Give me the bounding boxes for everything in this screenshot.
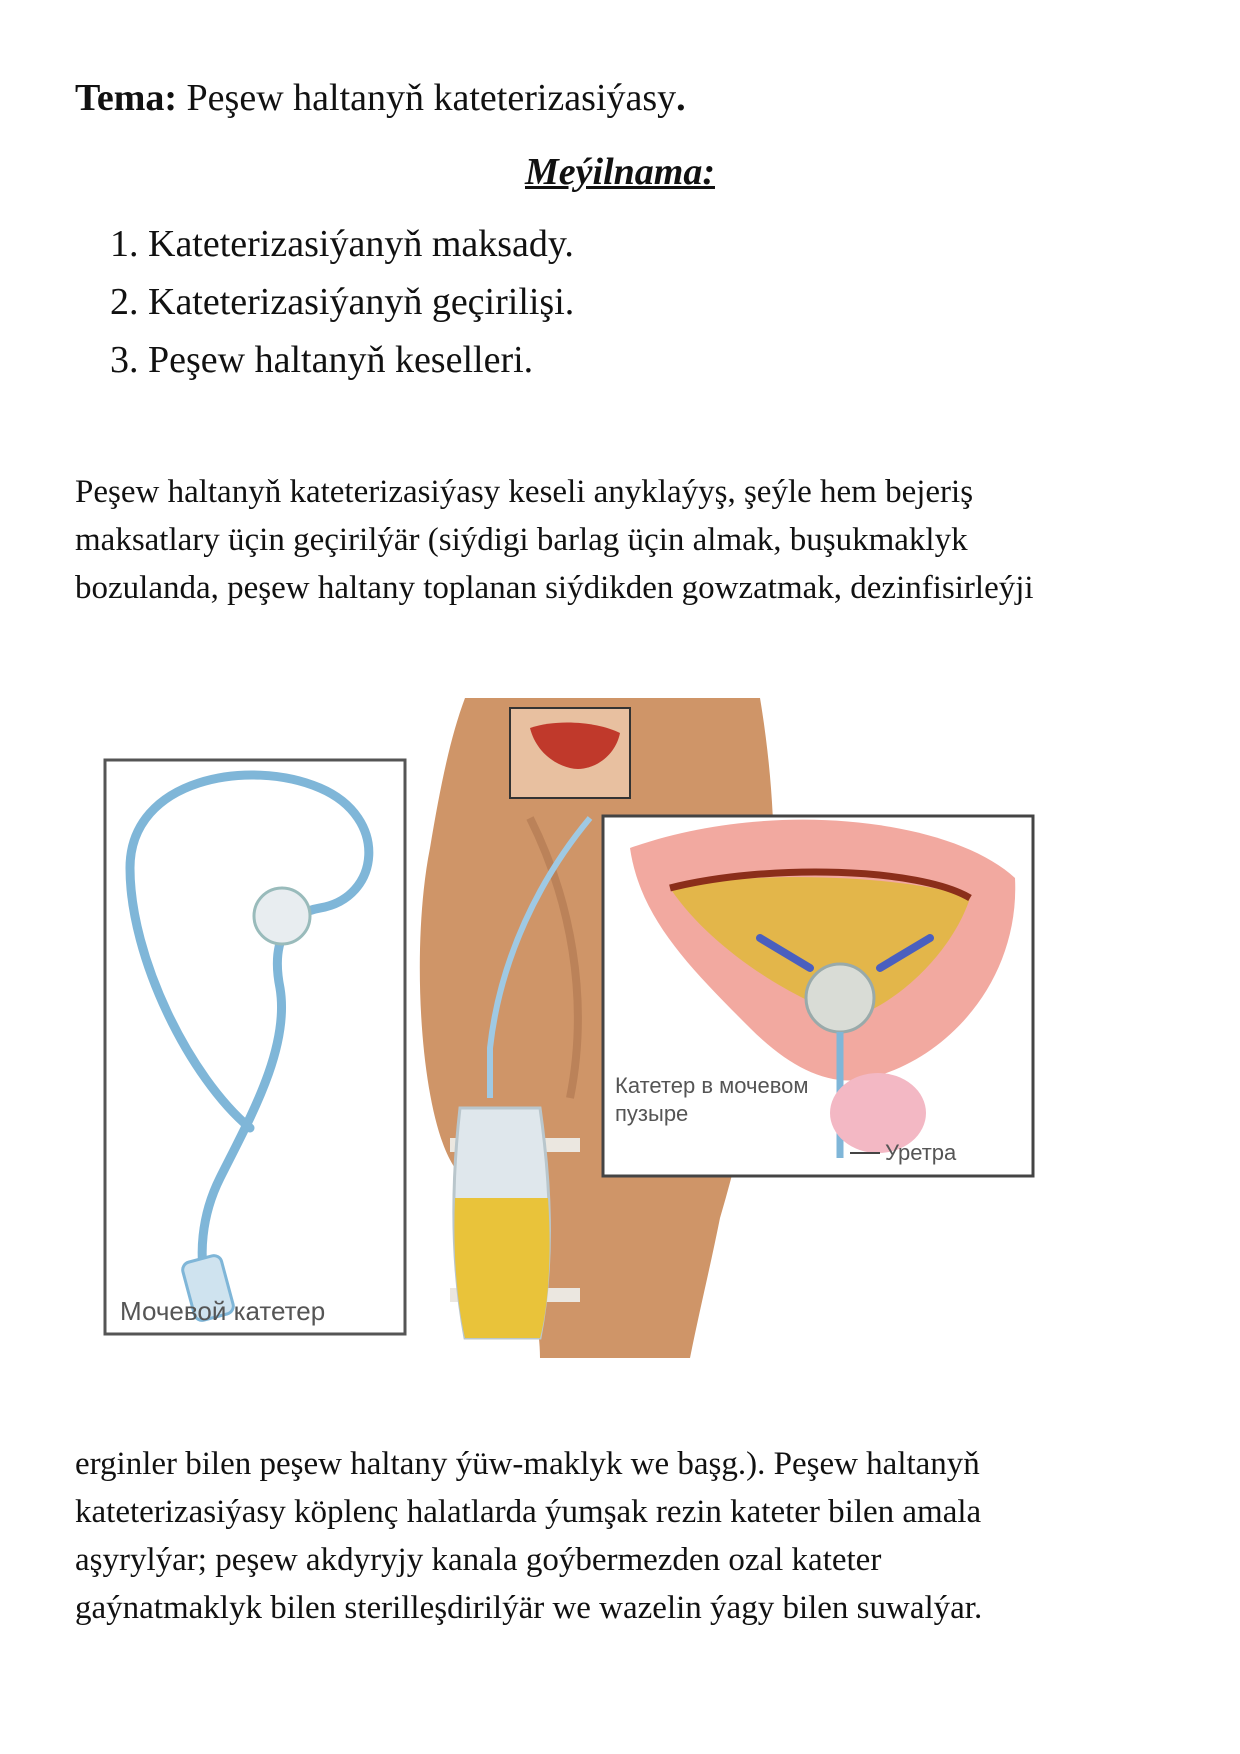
paragraph-line: kateterizasiýasy köplenç halatlarda ýumşak rezin kateter bilen amala <box>75 1494 982 1530</box>
label-urethra: Уретра <box>885 1140 957 1165</box>
catheter-balloon <box>254 888 310 944</box>
label-catheter-in-bladder-line2: пузыре <box>615 1101 689 1126</box>
plan-item-number: 2. <box>110 281 139 323</box>
catheter-panel <box>105 760 405 1334</box>
title-period: . <box>676 77 686 119</box>
plan-item <box>110 280 574 338</box>
plan-heading: Meýilnama: <box>525 151 715 193</box>
intro-paragraph <box>75 468 1185 612</box>
plan-list <box>110 222 574 396</box>
label-catheter-in-bladder-line1: Катетер в мочевом <box>615 1073 809 1098</box>
plan-item-number: 3. <box>110 339 139 381</box>
catheterization-illustration <box>70 698 1130 1358</box>
plan-item-text: Kateterizasiýanyň geçirilişi. <box>148 281 575 323</box>
inner-balloon <box>806 964 874 1032</box>
plan-item-text: Peşew haltanyň keselleri. <box>148 339 534 381</box>
plan-item <box>110 222 574 280</box>
paragraph-line: aşyrylýar; peşew akdyryjy kanala goýbermezden ozal kateter <box>75 1542 882 1578</box>
paragraph-line: gaýnatmaklyk bilen sterilleşdirilýär we wazelin ýagy bilen suwalýar. <box>75 1590 983 1626</box>
plan-item-text: Kateterizasiýanyň maksady. <box>148 223 574 265</box>
plan-item-number: 1. <box>110 223 139 265</box>
plan-item <box>110 338 574 396</box>
urine-fill <box>454 1198 549 1338</box>
paragraph-line: erginler bilen peşew haltany ýüw-maklyk we başg.). Peşew haltanyň <box>75 1446 980 1482</box>
title-text: Peşew haltanyň kateterizasiýasy <box>177 77 677 119</box>
label-catheter: Мочевой катетер <box>120 1296 326 1326</box>
paragraph-line: bozulanda, peşew haltany toplanan siýdikden gowzatmak, dezinfisirleýji <box>75 570 1034 606</box>
paragraph-line: maksatlary üçin geçirilýär (siýdigi barlag üçin almak, buşukmaklyk <box>75 522 968 558</box>
paragraph-line: Peşew haltanyň kateterizasiýasy keseli anyklaýyş, şeýle hem bejeriş <box>75 474 974 510</box>
tema-label: Tema: <box>75 77 178 119</box>
closing-paragraph <box>75 1440 1185 1632</box>
page-title <box>75 76 686 120</box>
